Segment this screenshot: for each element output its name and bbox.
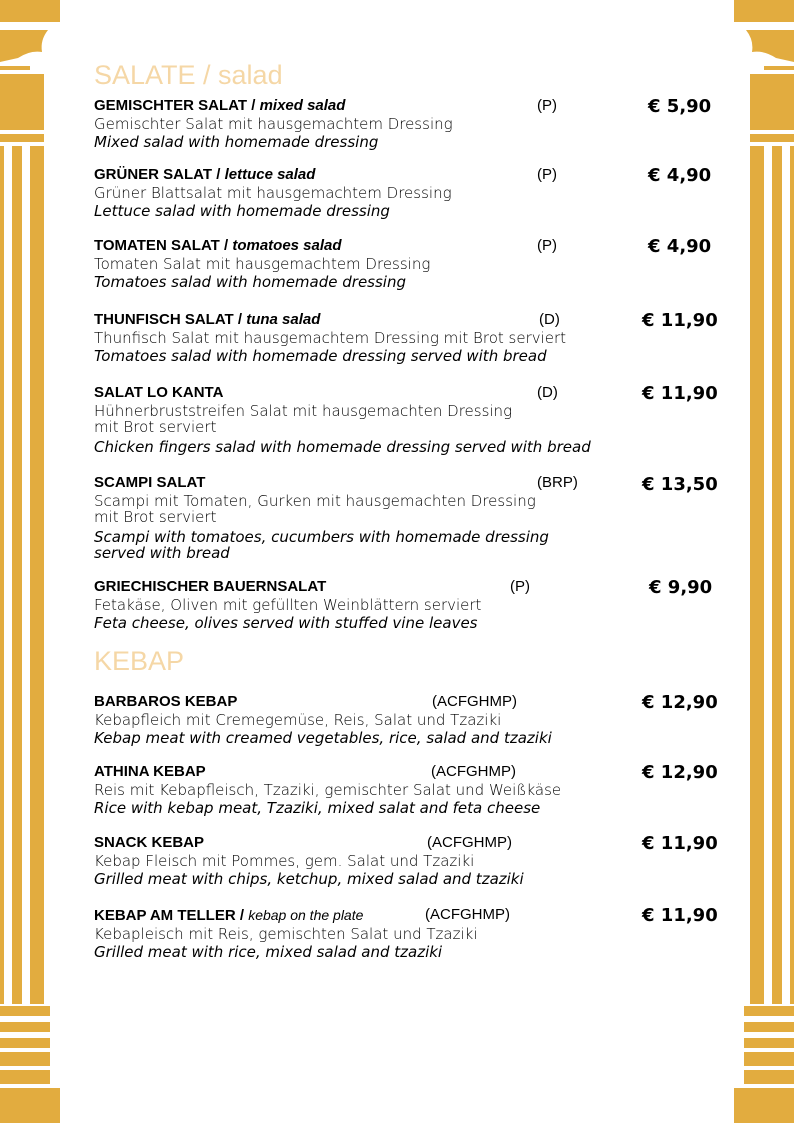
section-title-kebap: KEBAP [94,646,185,676]
item-desc-en: Mixed salad with homemade dressing [94,133,379,151]
item-desc-en: Kebap meat with creamed vegetables, rice, salad and tzaziki [94,729,552,747]
item-desc-de: Kebapfleich mit Cremegemüse, Reis, Salat und Tzaziki [94,711,502,729]
menu-item [94,97,734,151]
item-price: € 9,90 [649,577,713,598]
item-allergens: (ACFGHMP) [427,834,512,851]
item-desc-de: Tomaten Salat mit hausgemachtem Dressing [94,255,431,273]
item-price: € 11,90 [642,310,718,331]
item-name-de: GEMISCHTER SALAT / [94,97,260,114]
item-desc-en: Grilled meat with chips, ketchup, mixed salad and tzaziki [94,870,524,888]
item-name-de: THUNFISCH SALAT / [94,311,247,328]
item-desc-en: served with bread [94,544,230,562]
item-name [94,474,734,492]
item-allergens: (ACFGHMP) [425,906,510,923]
item-name [94,578,734,596]
item-name [94,311,734,329]
menu-item [94,311,734,365]
item-name [94,166,734,184]
item-name-de: ATHINA KEBAP [94,763,206,780]
item-name-en: tuna salad [246,311,321,328]
item-name-de: GRIECHISCHER BAUERNSALAT [94,578,327,595]
item-price: € 12,90 [642,762,718,783]
item-name-en: lettuce salad [224,166,316,183]
item-desc-de: Kebapleisch mit Reis, gemischten Salat und Tzaziki [94,925,478,943]
item-price: € 11,90 [642,833,718,854]
item-name-de: BARBAROS KEBAP [94,693,238,710]
item-desc-en: Rice with kebap meat, Tzaziki, mixed salat and feta cheese [94,799,541,817]
item-desc-de: Reis mit Kebapfleisch, Tzaziki, gemischter Salat und Weißkäse [94,781,562,799]
item-price: € 4,90 [648,165,712,186]
item-price: € 11,90 [642,905,718,926]
item-name-de: KEBAP AM TELLER / [94,907,249,924]
item-desc-de: Hühnerbruststreifen Salat mit hausgemachten Dressing [94,402,513,420]
menu-item [94,384,734,456]
item-allergens: (D) [539,311,560,328]
item-name [94,763,734,781]
item-name-en: tomatoes salad [232,237,342,254]
item-desc-de: Scampi mit Tomaten, Gurken mit hausgemachten Dressing [94,492,536,510]
menu-item [94,237,734,291]
item-desc-de: Fetakäse, Oliven mit gefüllten Weinblättern serviert [94,596,482,614]
item-desc-de: Grüner Blattsalat mit hausgemachtem Dressing [94,184,452,202]
item-allergens: (ACFGHMP) [431,763,516,780]
item-desc-de: Kebap Fleisch mit Pommes, gem. Salat und Tzaziki [94,852,475,870]
item-price: € 5,90 [648,96,712,117]
item-name [94,384,734,402]
item-price: € 12,90 [642,692,718,713]
item-name-de: TOMATEN SALAT / [94,237,233,254]
item-allergens: (P) [537,237,557,254]
item-price: € 4,90 [648,236,712,257]
item-name-de: GRÜNER SALAT / [94,166,225,183]
item-desc-de: Thunfisch Salat mit hausgemachtem Dressing mit Brot serviert [94,329,567,347]
item-name-en: mixed salad [259,97,346,114]
item-allergens: (ACFGHMP) [432,693,517,710]
menu-item [94,763,734,817]
item-name-de: SALAT LO KANTA [94,384,224,401]
item-desc-en: Feta cheese, olives served with stuffed vine leaves [94,614,478,632]
item-name-de: SCAMPI SALAT [94,474,206,491]
item-name [94,237,734,255]
item-name [94,906,734,925]
item-name-de: SNACK KEBAP [94,834,205,851]
item-desc-en: Tomatoes salad with homemade dressing served with bread [94,347,547,365]
item-desc-de: mit Brot serviert [94,508,217,526]
item-allergens: (P) [537,166,557,183]
item-allergens: (P) [510,578,530,595]
item-name [94,834,734,852]
item-allergens: (D) [537,384,558,401]
item-allergens: (P) [537,97,557,114]
item-name-en: kebap on the plate [248,907,364,923]
item-desc-en: Chicken fingers salad with homemade dressing served with bread [94,438,591,456]
item-price: € 13,50 [642,474,718,495]
menu-item [94,906,734,961]
item-desc-de: mit Brot serviert [94,418,217,436]
section-title-salate: SALATE / salad [94,60,283,90]
menu-item [94,834,734,888]
left-pillar-decoration [0,0,60,1123]
item-name [94,97,734,115]
item-price: € 11,90 [642,383,718,404]
right-pillar-decoration [734,0,794,1123]
item-desc-en: Grilled meat with rice, mixed salad and tzaziki [94,943,443,961]
item-desc-en: Scampi with tomatoes, cucumbers with homemade dressing [94,528,549,546]
menu-item [94,578,734,632]
menu-item [94,166,734,220]
menu-item [94,474,734,560]
item-name [94,693,734,711]
item-desc-en: Lettuce salad with homemade dressing [94,202,390,220]
item-allergens: (BRP) [537,474,578,491]
item-desc-en: Tomatoes salad with homemade dressing [94,273,406,291]
menu-item [94,693,734,747]
item-desc-de: Gemischter Salat mit hausgemachtem Dressing [94,115,453,133]
